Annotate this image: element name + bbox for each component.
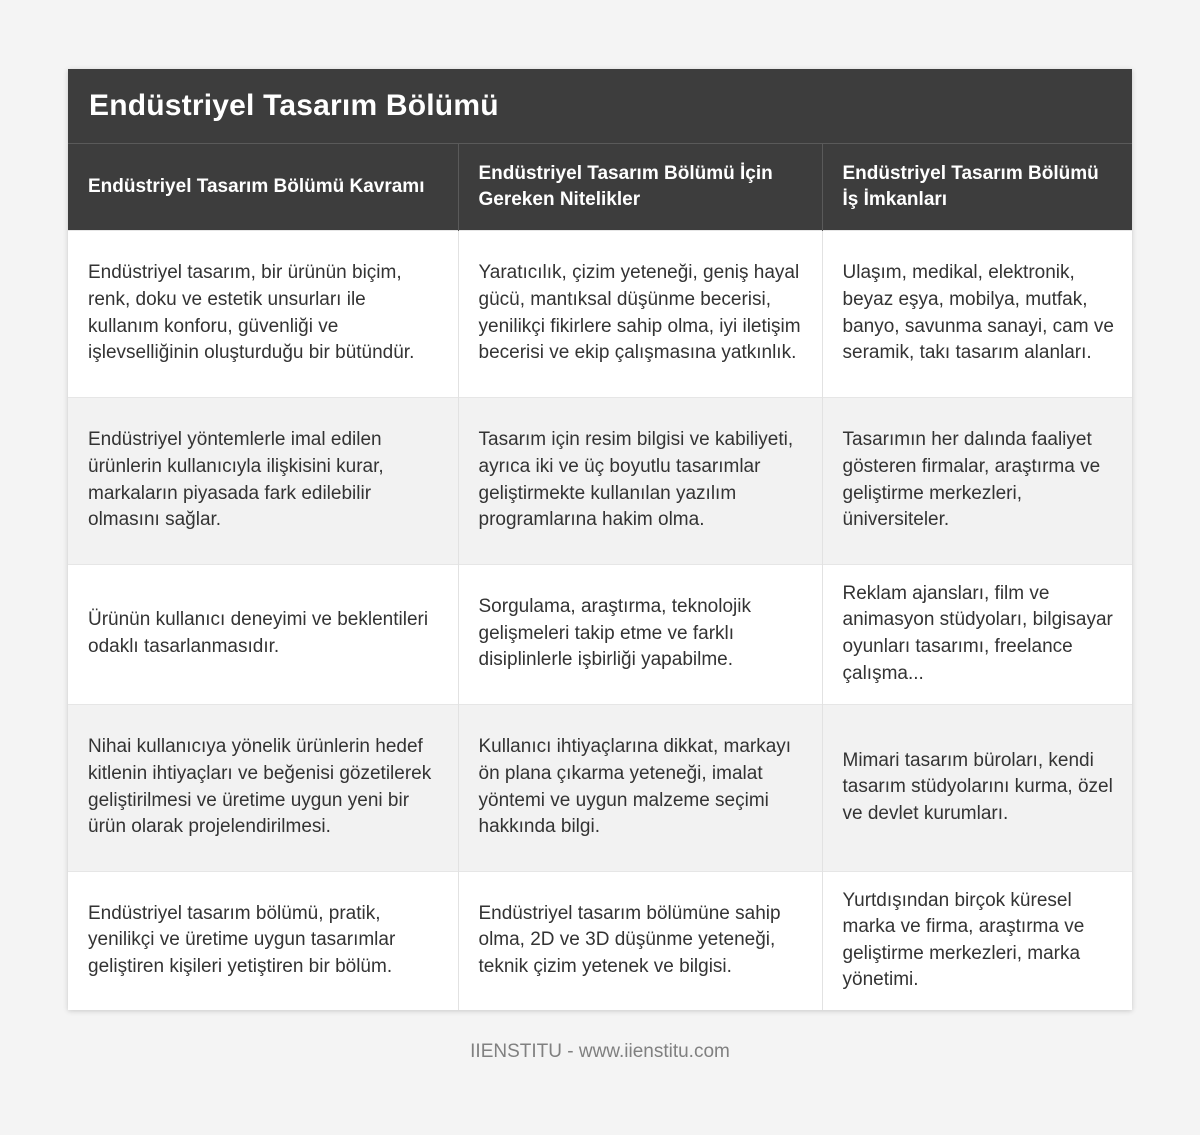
column-header-concept: Endüstriyel Tasarım Bölümü Kavramı xyxy=(68,144,458,230)
table-header-row xyxy=(68,144,1132,230)
table-row xyxy=(68,564,1132,704)
table-cell: Ulaşım, medikal, elektronik, beyaz eşya, mobilya, mutfak, banyo, savunma sanayi, cam ve seramik, takı tasarım alanları. xyxy=(822,230,1132,397)
column-header-career-opportunities: Endüstriyel Tasarım Bölümü İş İmkanları xyxy=(822,144,1132,230)
footer-credit: IIENSTITU - www.iienstitu.com xyxy=(470,1041,730,1062)
table-row xyxy=(68,871,1132,1010)
table-row xyxy=(68,397,1132,564)
content-card xyxy=(68,69,1132,1010)
table-cell: Nihai kullanıcıya yönelik ürünlerin hedef kitlenin ihtiyaçları ve beğenisi gözetilerek geliştirilmesi ve üretime uygun yeni bir ürün olarak projelendirilmesi. xyxy=(68,704,458,871)
title-bar xyxy=(68,69,1132,144)
table-cell: Tasarım için resim bilgisi ve kabiliyeti, ayrıca iki ve üç boyutlu tasarımlar geliştirmekte kullanılan yazılım programlarına hakim olma. xyxy=(458,397,822,564)
info-table xyxy=(68,144,1132,1010)
table-row xyxy=(68,704,1132,871)
column-header-qualifications: Endüstriyel Tasarım Bölümü İçin Gereken Nitelikler xyxy=(458,144,822,230)
table-cell: Endüstriyel yöntemlerle imal edilen ürünlerin kullanıcıyla ilişkisini kurar, markaların piyasada fark edilebilir olmasını sağlar. xyxy=(68,397,458,564)
table-cell: Tasarımın her dalında faaliyet gösteren firmalar, araştırma ve geliştirme merkezleri, üniversiteler. xyxy=(822,397,1132,564)
table-cell: Kullanıcı ihtiyaçlarına dikkat, markayı ön plana çıkarma yeteneği, imalat yöntemi ve uygun malzeme seçimi hakkında bilgi. xyxy=(458,704,822,871)
table-cell: Sorgulama, araştırma, teknolojik gelişmeleri takip etme ve farklı disiplinlerle işbirliği yapabilme. xyxy=(458,564,822,704)
table-cell: Endüstriyel tasarım, bir ürünün biçim, renk, doku ve estetik unsurları ile kullanım konforu, güvenliği ve işlevselliğinin oluşturduğu bir bütündür. xyxy=(68,230,458,397)
table-cell: Yurtdışından birçok küresel marka ve firma, araştırma ve geliştirme merkezleri, marka yönetimi. xyxy=(822,871,1132,1010)
table-cell: Ürünün kullanıcı deneyimi ve beklentileri odaklı tasarlanmasıdır. xyxy=(68,564,458,704)
table-cell: Reklam ajansları, film ve animasyon stüdyoları, bilgisayar oyunları tasarımı, freelance çalışma... xyxy=(822,564,1132,704)
page-title: Endüstriyel Tasarım Bölümü xyxy=(89,89,499,122)
table-cell: Endüstriyel tasarım bölümüne sahip olma, 2D ve 3D düşünme yeteneği, teknik çizim yetenek ve bilgisi. xyxy=(458,871,822,1010)
table-row xyxy=(68,230,1132,397)
table-cell: Yaratıcılık, çizim yeteneği, geniş hayal gücü, mantıksal düşünme becerisi, yenilikçi fikirlere sahip olma, iyi iletişim becerisi ve ekip çalışmasına yatkınlık. xyxy=(458,230,822,397)
table-cell: Endüstriyel tasarım bölümü, pratik, yenilikçi ve üretime uygun tasarımlar geliştiren kişileri yetiştiren bir bölüm. xyxy=(68,871,458,1010)
table-cell: Mimari tasarım büroları, kendi tasarım stüdyolarını kurma, özel ve devlet kurumları. xyxy=(822,704,1132,871)
